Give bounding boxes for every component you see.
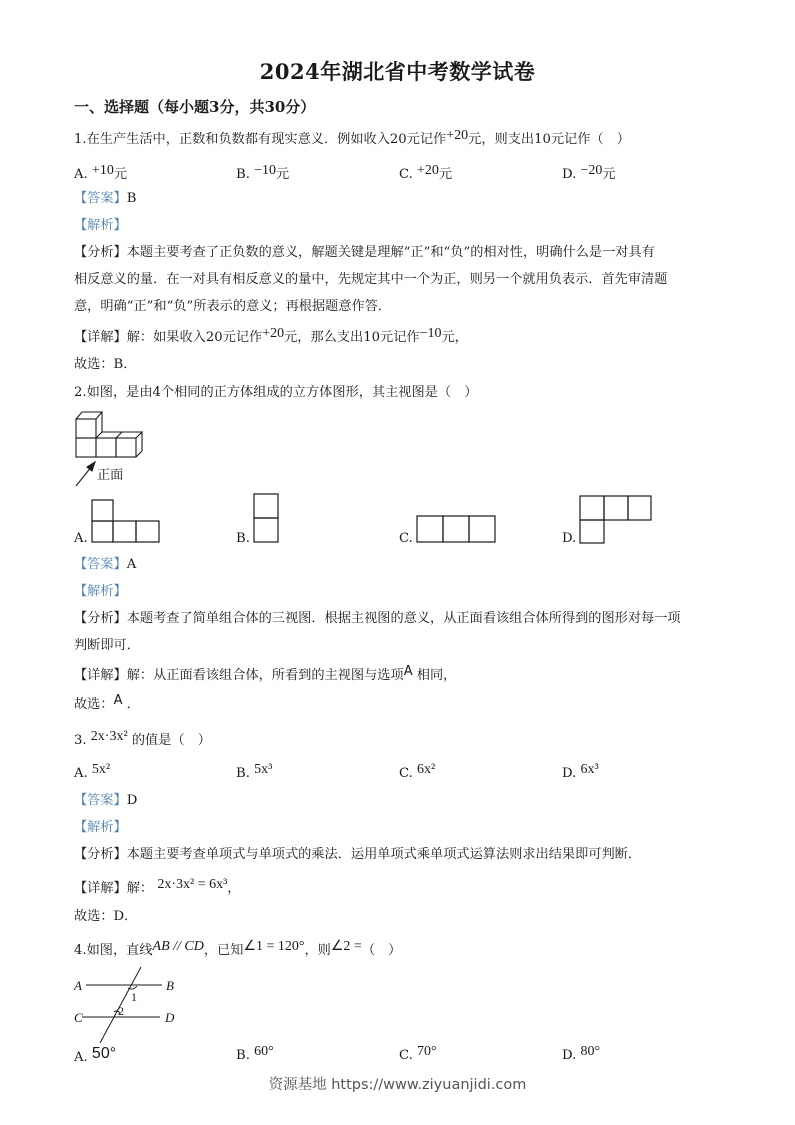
question-1-stem: 1.在生产生活中，正数和负数都有现实意义．例如收入20元记作+20元，则支出10元记作（ ） bbox=[74, 128, 630, 147]
analysis-tag: 【解析】 bbox=[74, 820, 127, 835]
analysis-tag: 【解析】 bbox=[74, 218, 127, 233]
question-3-conclusion: 故选：D． bbox=[74, 909, 138, 924]
point-a-label: A bbox=[74, 978, 82, 993]
question-2-option-b: B. bbox=[236, 531, 250, 546]
question-3-stem: 3. 2x·3x² 的值是（ ） bbox=[74, 729, 211, 748]
point-c-label: C bbox=[74, 1010, 83, 1025]
question-2-option-a: A. bbox=[74, 531, 88, 546]
question-1-option-b: B. −10元 bbox=[236, 163, 290, 182]
front-label: 正面 bbox=[97, 468, 124, 483]
question-3-option-d: D. 6x³ bbox=[562, 762, 599, 781]
math-expression: +20 bbox=[446, 128, 469, 143]
point-b-label: B bbox=[166, 978, 174, 993]
question-3-option-a: A. 5x² bbox=[74, 762, 111, 781]
question-1-xiangjie: 【详解】解：如果收入20元记作+20元，那么支出10元记作−10元， bbox=[74, 326, 468, 345]
question-1-conclusion: 故选：B． bbox=[74, 357, 137, 372]
question-4-option-a: A. 50° bbox=[74, 1045, 117, 1065]
question-2-stem: 2.如图，是由4个相同的正方体组成的立方体图形，其主视图是（ ） bbox=[74, 385, 478, 400]
question-1-option-a: A. +10元 bbox=[74, 163, 128, 182]
point-d-label: D bbox=[165, 1010, 175, 1025]
question-1-option-d: D. −20元 bbox=[562, 163, 616, 182]
question-4-option-d: D. 80° bbox=[562, 1044, 601, 1063]
question-3-xiangjie: 【详解】解： 2x·3x² = 6x³， bbox=[74, 877, 241, 896]
question-2-answer: 【答案】A bbox=[74, 557, 137, 572]
question-3-fenxi-line-1: 【分析】本题主要考查单项式与单项式的乘法．运用单项式乘单项式运算法则求出结果即可判断． bbox=[74, 847, 642, 862]
question-2-xiangjie: 【详解】解：从正面看该组合体，所看到的主视图与选项A 相同， bbox=[74, 664, 457, 683]
question-2-option-c: C. bbox=[399, 531, 413, 546]
question-2-conclusion: 故选：A ． bbox=[74, 693, 140, 712]
question-2-fenxi-line-1: 【分析】本题考查了简单组合体的三视图．根据主视图的意义，从正面看该组合体所得到的图形对每一项 bbox=[74, 611, 681, 626]
question-3-answer: 【答案】D bbox=[74, 793, 138, 808]
question-4-option-c: C. 70° bbox=[399, 1044, 437, 1063]
question-number: 1. bbox=[74, 132, 87, 147]
question-2-option-d: D. bbox=[562, 531, 577, 546]
question-2-fenxi-line-2: 判断即可． bbox=[74, 638, 140, 653]
analysis-tag: 【解析】 bbox=[74, 584, 127, 599]
page-title: 2024年湖北省中考数学试卷 bbox=[259, 59, 536, 84]
question-1-option-c: C. +20元 bbox=[399, 163, 453, 182]
question-1-fenxi-line-2: 相反意义的量．在一对具有相反意义的量中，先规定其中一个为正，则另一个就用负表示．首先审清题 bbox=[74, 272, 668, 287]
angle-1-label: 1 bbox=[131, 990, 137, 1004]
question-1-fenxi-line-3: 意，明确“正”和“负”所表示的意义；再根据题意作答． bbox=[74, 299, 392, 314]
question-1-answer: 【答案】B bbox=[74, 191, 137, 206]
question-4-stem: 4.如图，直线AB // CD，已知∠1 = 120°，则∠2 =（ ） bbox=[74, 939, 402, 958]
answer-tag: 【答案】 bbox=[74, 191, 127, 206]
question-3-option-c: C. 6x² bbox=[399, 762, 436, 781]
footer-watermark: 资源基地 https://www.ziyuanjidi.com bbox=[268, 1077, 527, 1093]
question-3-option-b: B. 5x³ bbox=[236, 762, 273, 781]
section-heading: 一、选择题（每小题3分，共30分） bbox=[74, 98, 316, 116]
question-4-option-b: B. 60° bbox=[236, 1044, 274, 1063]
question-1-fenxi-line-1: 【分析】本题主要考查了正负数的意义，解题关键是理解“正”和“负”的相对性，明确什么是一对具有 bbox=[74, 245, 655, 260]
angle-2-label: 2 bbox=[118, 1004, 124, 1018]
